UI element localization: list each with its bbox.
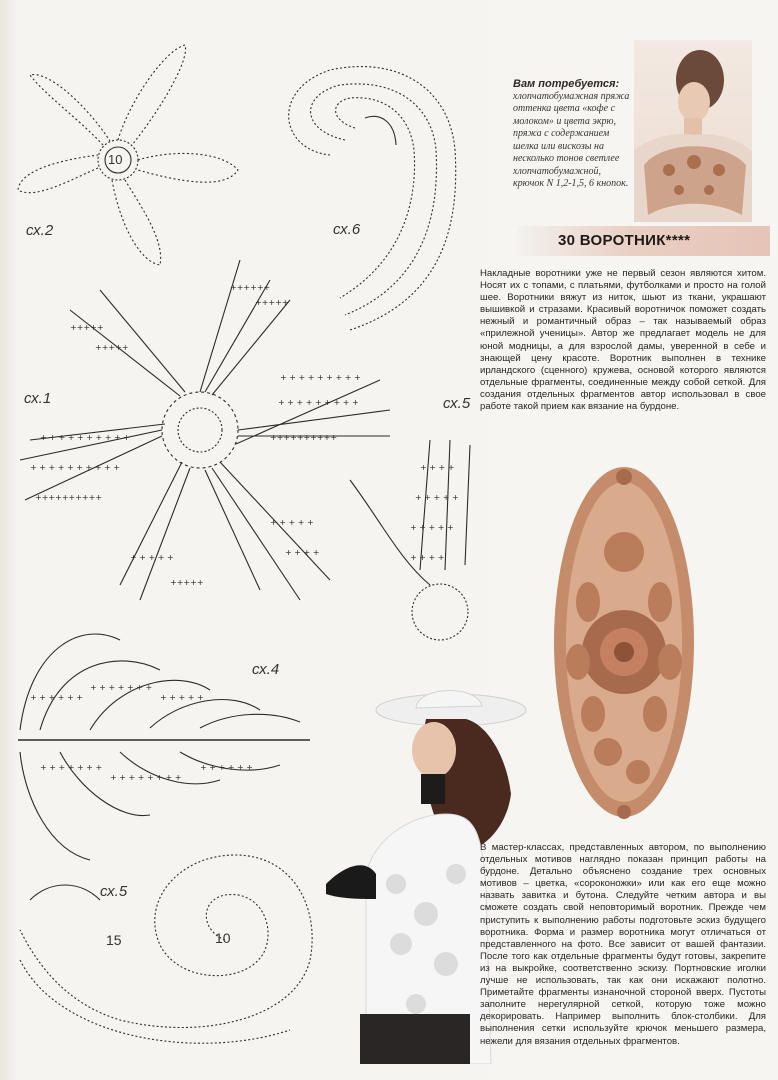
article-title: 30 ВОРОТНИК**** xyxy=(558,232,691,249)
article-body: В мастер-классах, представленных автором, по выполнению отдельных мотивов наглядно показан принцип работы на бурдоне. Детально объяснено создание трех основных мотивов – цветка, «сороконожки» или как его еще можно назвать завитка и бутона. Следуйте четким автора и вы сможете создать свой неповторимый воротник. Прежде чем приступить к выполнению работы подготовьте эскиз будущего воротника. Форма и размер воротника могут отличаться от представленного на фото. Все зависит от вашей фантазии. После того как отдельные фрагменты будут готовы, закрепите из на выкройке, соответственно эскизу. Портновские иголки лучше не использовать, так как они искажают полотно. Приметайте фрагменты изнаночной стороной вверх. Пустоты заполните нерегулярной сеткой, которую тоже можно декорировать. Например выполнить блок-столбики. Для выполнения сетки используйте крючок меньшего размера, нежели для вязания отдельных фрагментов. xyxy=(480,842,766,1047)
svg-text:+ + + +: + + + + xyxy=(410,553,445,562)
spiral-number-10: 10 xyxy=(215,930,231,946)
spiral-number-15: 15 xyxy=(106,932,122,948)
svg-text:+ + + + +: + + + + + xyxy=(270,518,314,527)
model-photo-top xyxy=(634,40,752,222)
svg-text:+++++: +++++ xyxy=(255,298,289,307)
svg-text:+++++: +++++ xyxy=(70,323,104,332)
svg-text:++++++: ++++++ xyxy=(230,283,271,292)
svg-text:+ + + + + + + +: + + + + + + + + xyxy=(110,773,182,782)
svg-text:+ + + + + +: + + + + + + xyxy=(30,693,83,702)
svg-text:++++++++++: ++++++++++ xyxy=(35,493,103,502)
scheme-label-5b: сх.5 xyxy=(100,883,128,900)
ring-number: 10 xyxy=(108,152,123,167)
svg-text:+ + + + + + + + +: + + + + + + + + + xyxy=(278,398,359,407)
svg-text:+ + + + + + + + + +: + + + + + + + + + + xyxy=(30,463,120,472)
svg-text:+ + + +: + + + + xyxy=(285,548,320,557)
svg-text:+ + + + +: + + + + + xyxy=(410,523,454,532)
materials-text: хлопчатобумажная пряжа оттенка цвета «кофе с молоком» и цвета экрю, пряжа с содержанием шелка или вискозы на несколько тонов светлее хлопчатобумажной, крючок N 1,2-1,5, 6 кнопок. xyxy=(513,90,630,189)
svg-text:+++++: +++++ xyxy=(95,343,129,352)
svg-text:+ + + + + + + + + +: + + + + + + + + + + xyxy=(40,433,130,442)
svg-text:+ + + + + + +: + + + + + + + xyxy=(90,683,153,692)
scheme-label-2: сх.2 xyxy=(26,222,54,239)
lace-collar-photo xyxy=(538,452,718,830)
svg-text:++++++++++: ++++++++++ xyxy=(270,433,338,442)
scheme-6-spiral xyxy=(289,67,456,330)
scheme-5b-shell xyxy=(20,855,312,1043)
materials-title: Вам потребуется: xyxy=(513,78,620,90)
svg-text:+ + + + + + +: + + + + + + + xyxy=(40,763,103,772)
scheme-label-4: сх.4 xyxy=(252,661,280,678)
article-intro: Накладные воротники уже не первый сезон являются хитом. Носят их с топами, с платьями, футболками и просто на голой шее. Воротники вяжут из ниток, шьют из ткани, украшают вышивкой и стразами. Красивый воротничок поможет создать нежный и романтичный образ – так называемый образ «прилежной ученицы». Автор же предлагает модель не для юной модницы, а для взрослой дамы, уверенной в себе и знающей цену красоте. Воротник выполнен в технике ирландского (сценного) кружева, основой которого являются отдельные фрагменты, соединенные между собой сеткой. Для создания отдельных фрагментов автор использовал в свое работе такой прием как вязание на бурдоне. xyxy=(480,268,766,413)
svg-text:+ + + + +: + + + + + xyxy=(160,693,204,702)
scheme-label-5a: сх.5 xyxy=(443,395,471,412)
svg-text:+ + + + + +: + + + + + + xyxy=(200,763,253,772)
materials-box xyxy=(513,78,631,191)
svg-text:+ + + + + + + + +: + + + + + + + + + xyxy=(280,373,361,382)
svg-text:+ + + + +: + + + + + xyxy=(415,493,459,502)
scheme-1-star xyxy=(20,260,390,600)
svg-text:+ + + +: + + + + xyxy=(420,463,455,472)
article-title-bar xyxy=(518,226,770,256)
svg-text:+ + + + +: + + + + + xyxy=(130,553,174,562)
scheme-label-6: сх.6 xyxy=(333,221,361,238)
scheme-label-1: сх.1 xyxy=(24,390,52,407)
svg-text:+++++: +++++ xyxy=(170,578,204,587)
